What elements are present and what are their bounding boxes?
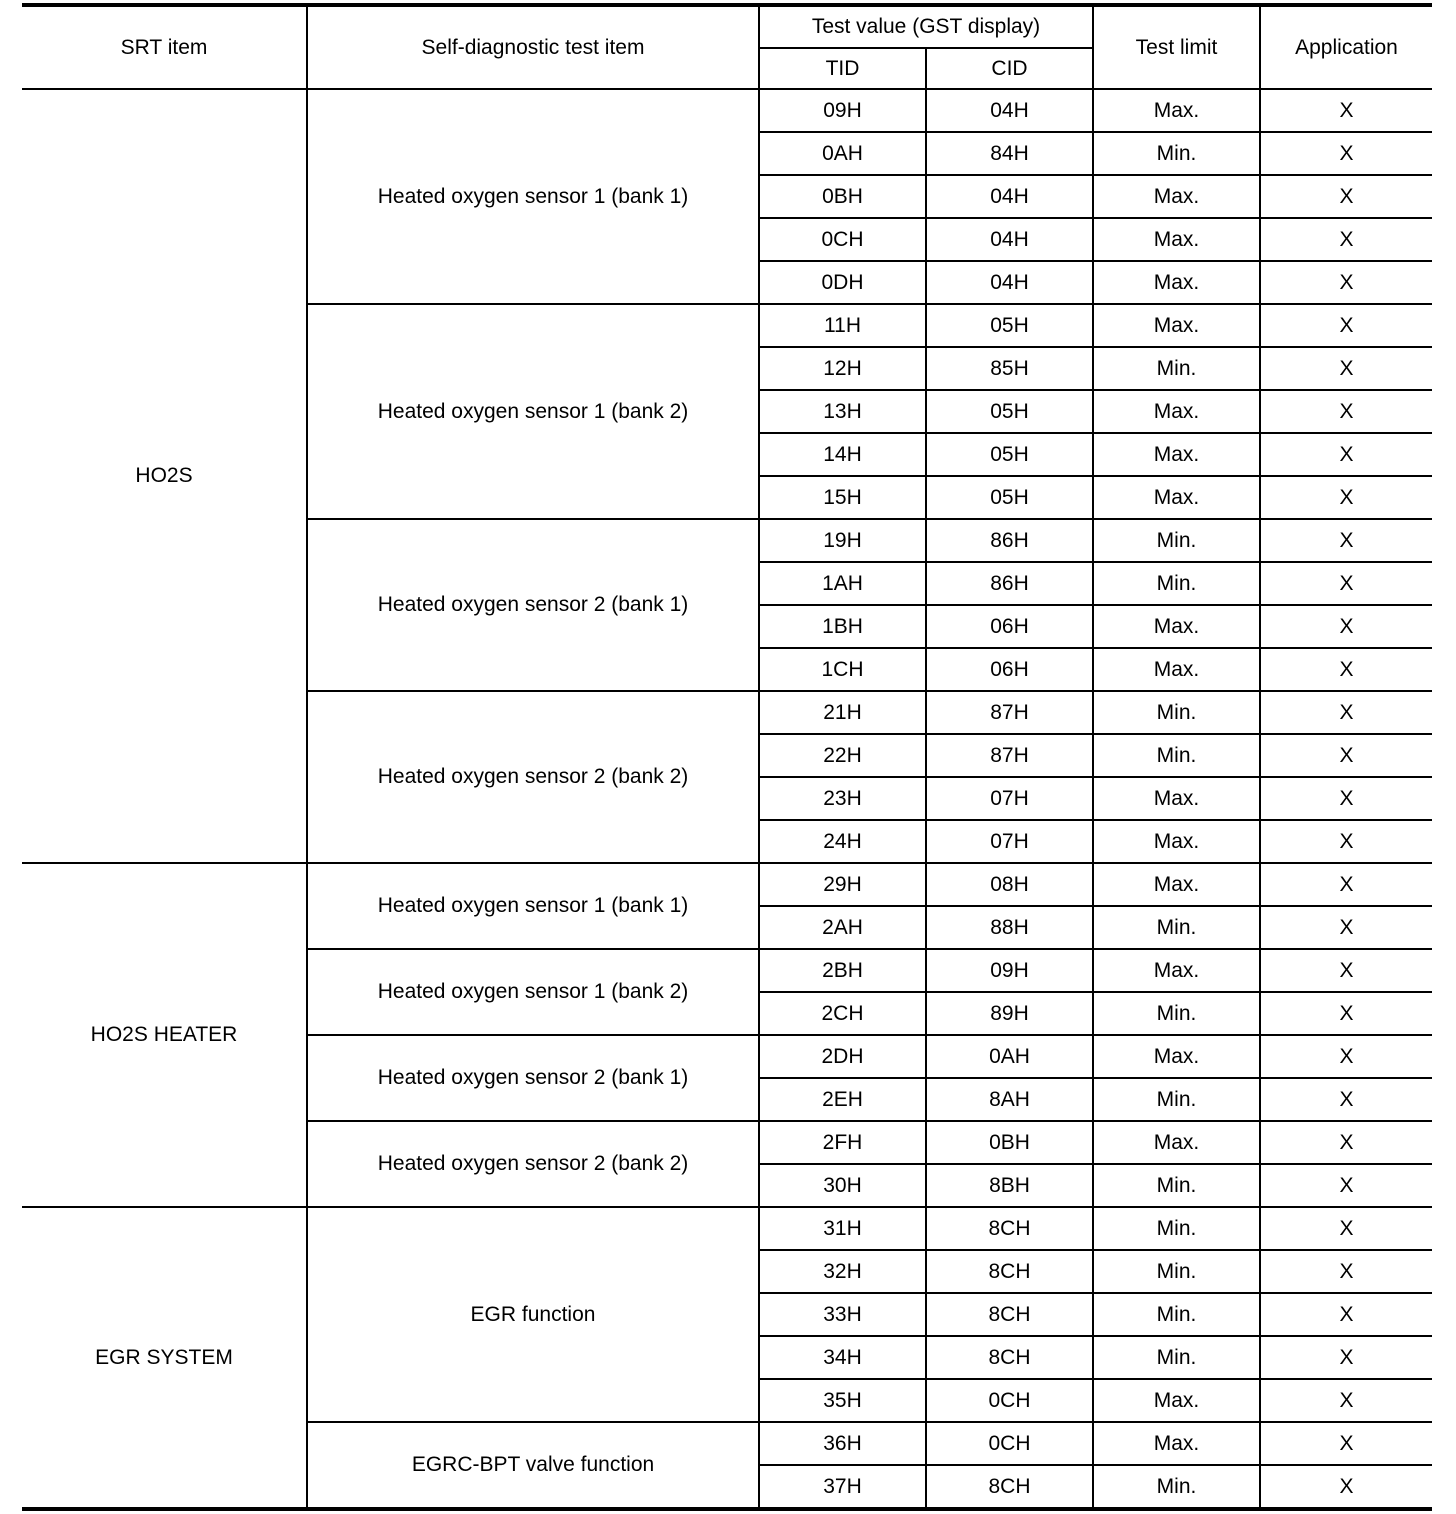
tid-cell: 32H (759, 1250, 926, 1293)
tid-cell: 2CH (759, 992, 926, 1035)
tid-cell: 11H (759, 304, 926, 347)
cid-cell: 05H (926, 304, 1093, 347)
table-row (22, 863, 1432, 906)
tid-cell: 33H (759, 1293, 926, 1336)
tid-cell: 29H (759, 863, 926, 906)
cid-cell: 0BH (926, 1121, 1093, 1164)
application-cell: X (1260, 562, 1432, 605)
tid-cell: 31H (759, 1207, 926, 1250)
table-row (22, 1207, 1432, 1250)
tid-cell: 37H (759, 1465, 926, 1509)
application-cell: X (1260, 175, 1432, 218)
cid-cell: 8CH (926, 1207, 1093, 1250)
cid-cell: 8AH (926, 1078, 1093, 1121)
application-cell: X (1260, 605, 1432, 648)
test-limit-cell: Min. (1093, 562, 1260, 605)
tid-cell: 2BH (759, 949, 926, 992)
table-body (22, 89, 1432, 1509)
application-cell: X (1260, 992, 1432, 1035)
srt-item-cell: EGR SYSTEM (22, 1207, 307, 1509)
cid-cell: 05H (926, 390, 1093, 433)
cid-cell: 05H (926, 433, 1093, 476)
test-limit-cell: Max. (1093, 863, 1260, 906)
tid-cell: 21H (759, 691, 926, 734)
cid-cell: 8CH (926, 1336, 1093, 1379)
application-cell: X (1260, 1379, 1432, 1422)
cid-cell: 04H (926, 261, 1093, 304)
cid-cell: 04H (926, 89, 1093, 132)
application-cell: X (1260, 949, 1432, 992)
test-limit-cell: Min. (1093, 1207, 1260, 1250)
test-limit-cell: Max. (1093, 261, 1260, 304)
application-cell: X (1260, 734, 1432, 777)
cid-cell: 8CH (926, 1293, 1093, 1336)
cid-cell: 84H (926, 132, 1093, 175)
application-cell: X (1260, 1336, 1432, 1379)
cid-cell: 0CH (926, 1379, 1093, 1422)
tid-cell: 0BH (759, 175, 926, 218)
application-cell: X (1260, 304, 1432, 347)
application-cell: X (1260, 433, 1432, 476)
cid-cell: 8CH (926, 1250, 1093, 1293)
cid-cell: 89H (926, 992, 1093, 1035)
self-diagnostic-item-cell: Heated oxygen sensor 1 (bank 2) (307, 304, 759, 519)
cid-cell: 08H (926, 863, 1093, 906)
application-cell: X (1260, 1207, 1432, 1250)
application-cell: X (1260, 89, 1432, 132)
cid-cell: 05H (926, 476, 1093, 519)
header-srt-item: SRT item (22, 5, 307, 89)
cid-cell: 07H (926, 820, 1093, 863)
test-limit-cell: Max. (1093, 304, 1260, 347)
self-diagnostic-item-cell: Heated oxygen sensor 2 (bank 1) (307, 519, 759, 691)
srt-test-table (22, 3, 1432, 1511)
self-diagnostic-item-cell: EGRC-BPT valve function (307, 1422, 759, 1509)
self-diagnostic-item-cell: Heated oxygen sensor 2 (bank 2) (307, 691, 759, 863)
test-limit-cell: Min. (1093, 347, 1260, 390)
cid-cell: 07H (926, 777, 1093, 820)
tid-cell: 13H (759, 390, 926, 433)
tid-cell: 1BH (759, 605, 926, 648)
test-limit-cell: Min. (1093, 992, 1260, 1035)
cid-cell: 86H (926, 562, 1093, 605)
application-cell: X (1260, 777, 1432, 820)
test-limit-cell: Max. (1093, 476, 1260, 519)
tid-cell: 2EH (759, 1078, 926, 1121)
self-diagnostic-item-cell: Heated oxygen sensor 1 (bank 1) (307, 89, 759, 304)
application-cell: X (1260, 1465, 1432, 1509)
test-limit-cell: Max. (1093, 89, 1260, 132)
self-diagnostic-item-cell: Heated oxygen sensor 2 (bank 2) (307, 1121, 759, 1207)
test-limit-cell: Min. (1093, 906, 1260, 949)
header-cid: CID (926, 48, 1093, 89)
application-cell: X (1260, 863, 1432, 906)
self-diagnostic-item-cell: Heated oxygen sensor 1 (bank 1) (307, 863, 759, 949)
test-limit-cell: Min. (1093, 1250, 1260, 1293)
self-diagnostic-item-cell: EGR function (307, 1207, 759, 1422)
header-test-value: Test value (GST display) (759, 5, 1093, 48)
cid-cell: 04H (926, 218, 1093, 261)
test-limit-cell: Max. (1093, 777, 1260, 820)
tid-cell: 14H (759, 433, 926, 476)
cid-cell: 0CH (926, 1422, 1093, 1465)
test-limit-cell: Max. (1093, 1422, 1260, 1465)
cid-cell: 8CH (926, 1465, 1093, 1509)
application-cell: X (1260, 1035, 1432, 1078)
tid-cell: 0DH (759, 261, 926, 304)
self-diagnostic-item-cell: Heated oxygen sensor 1 (bank 2) (307, 949, 759, 1035)
tid-cell: 09H (759, 89, 926, 132)
tid-cell: 36H (759, 1422, 926, 1465)
test-limit-cell: Max. (1093, 820, 1260, 863)
application-cell: X (1260, 1164, 1432, 1207)
test-limit-cell: Max. (1093, 1121, 1260, 1164)
cid-cell: 06H (926, 605, 1093, 648)
application-cell: X (1260, 476, 1432, 519)
cid-cell: 04H (926, 175, 1093, 218)
tid-cell: 0AH (759, 132, 926, 175)
application-cell: X (1260, 218, 1432, 261)
application-cell: X (1260, 820, 1432, 863)
application-cell: X (1260, 1293, 1432, 1336)
header-self-diagnostic-test-item: Self-diagnostic test item (307, 5, 759, 89)
cid-cell: 87H (926, 691, 1093, 734)
test-limit-cell: Min. (1093, 734, 1260, 777)
test-limit-cell: Max. (1093, 390, 1260, 433)
test-limit-cell: Max. (1093, 218, 1260, 261)
application-cell: X (1260, 1422, 1432, 1465)
test-limit-cell: Max. (1093, 648, 1260, 691)
test-limit-cell: Min. (1093, 1293, 1260, 1336)
cid-cell: 85H (926, 347, 1093, 390)
application-cell: X (1260, 906, 1432, 949)
tid-cell: 19H (759, 519, 926, 562)
tid-cell: 35H (759, 1379, 926, 1422)
application-cell: X (1260, 347, 1432, 390)
application-cell: X (1260, 390, 1432, 433)
tid-cell: 1CH (759, 648, 926, 691)
test-limit-cell: Max. (1093, 605, 1260, 648)
test-limit-cell: Max. (1093, 175, 1260, 218)
tid-cell: 22H (759, 734, 926, 777)
tid-cell: 23H (759, 777, 926, 820)
cid-cell: 06H (926, 648, 1093, 691)
tid-cell: 12H (759, 347, 926, 390)
header-application: Application (1260, 5, 1432, 89)
application-cell: X (1260, 261, 1432, 304)
test-limit-cell: Min. (1093, 132, 1260, 175)
test-limit-cell: Max. (1093, 1379, 1260, 1422)
test-limit-cell: Max. (1093, 433, 1260, 476)
application-cell: X (1260, 132, 1432, 175)
tid-cell: 34H (759, 1336, 926, 1379)
table-row (22, 89, 1432, 132)
test-limit-cell: Min. (1093, 1078, 1260, 1121)
cid-cell: 87H (926, 734, 1093, 777)
cid-cell: 8BH (926, 1164, 1093, 1207)
self-diagnostic-item-cell: Heated oxygen sensor 2 (bank 1) (307, 1035, 759, 1121)
srt-item-cell: HO2S HEATER (22, 863, 307, 1207)
header-tid: TID (759, 48, 926, 89)
header-test-limit: Test limit (1093, 5, 1260, 89)
tid-cell: 15H (759, 476, 926, 519)
test-limit-cell: Max. (1093, 1035, 1260, 1078)
tid-cell: 2AH (759, 906, 926, 949)
tid-cell: 0CH (759, 218, 926, 261)
test-limit-cell: Min. (1093, 1465, 1260, 1509)
application-cell: X (1260, 1250, 1432, 1293)
cid-cell: 0AH (926, 1035, 1093, 1078)
tid-cell: 2DH (759, 1035, 926, 1078)
test-limit-cell: Min. (1093, 1336, 1260, 1379)
tid-cell: 1AH (759, 562, 926, 605)
application-cell: X (1260, 1121, 1432, 1164)
cid-cell: 09H (926, 949, 1093, 992)
test-limit-cell: Max. (1093, 949, 1260, 992)
tid-cell: 2FH (759, 1121, 926, 1164)
tid-cell: 30H (759, 1164, 926, 1207)
test-limit-cell: Min. (1093, 1164, 1260, 1207)
tid-cell: 24H (759, 820, 926, 863)
cid-cell: 86H (926, 519, 1093, 562)
application-cell: X (1260, 519, 1432, 562)
application-cell: X (1260, 1078, 1432, 1121)
cid-cell: 88H (926, 906, 1093, 949)
application-cell: X (1260, 691, 1432, 734)
srt-item-cell: HO2S (22, 89, 307, 863)
application-cell: X (1260, 648, 1432, 691)
test-limit-cell: Min. (1093, 519, 1260, 562)
test-limit-cell: Min. (1093, 691, 1260, 734)
